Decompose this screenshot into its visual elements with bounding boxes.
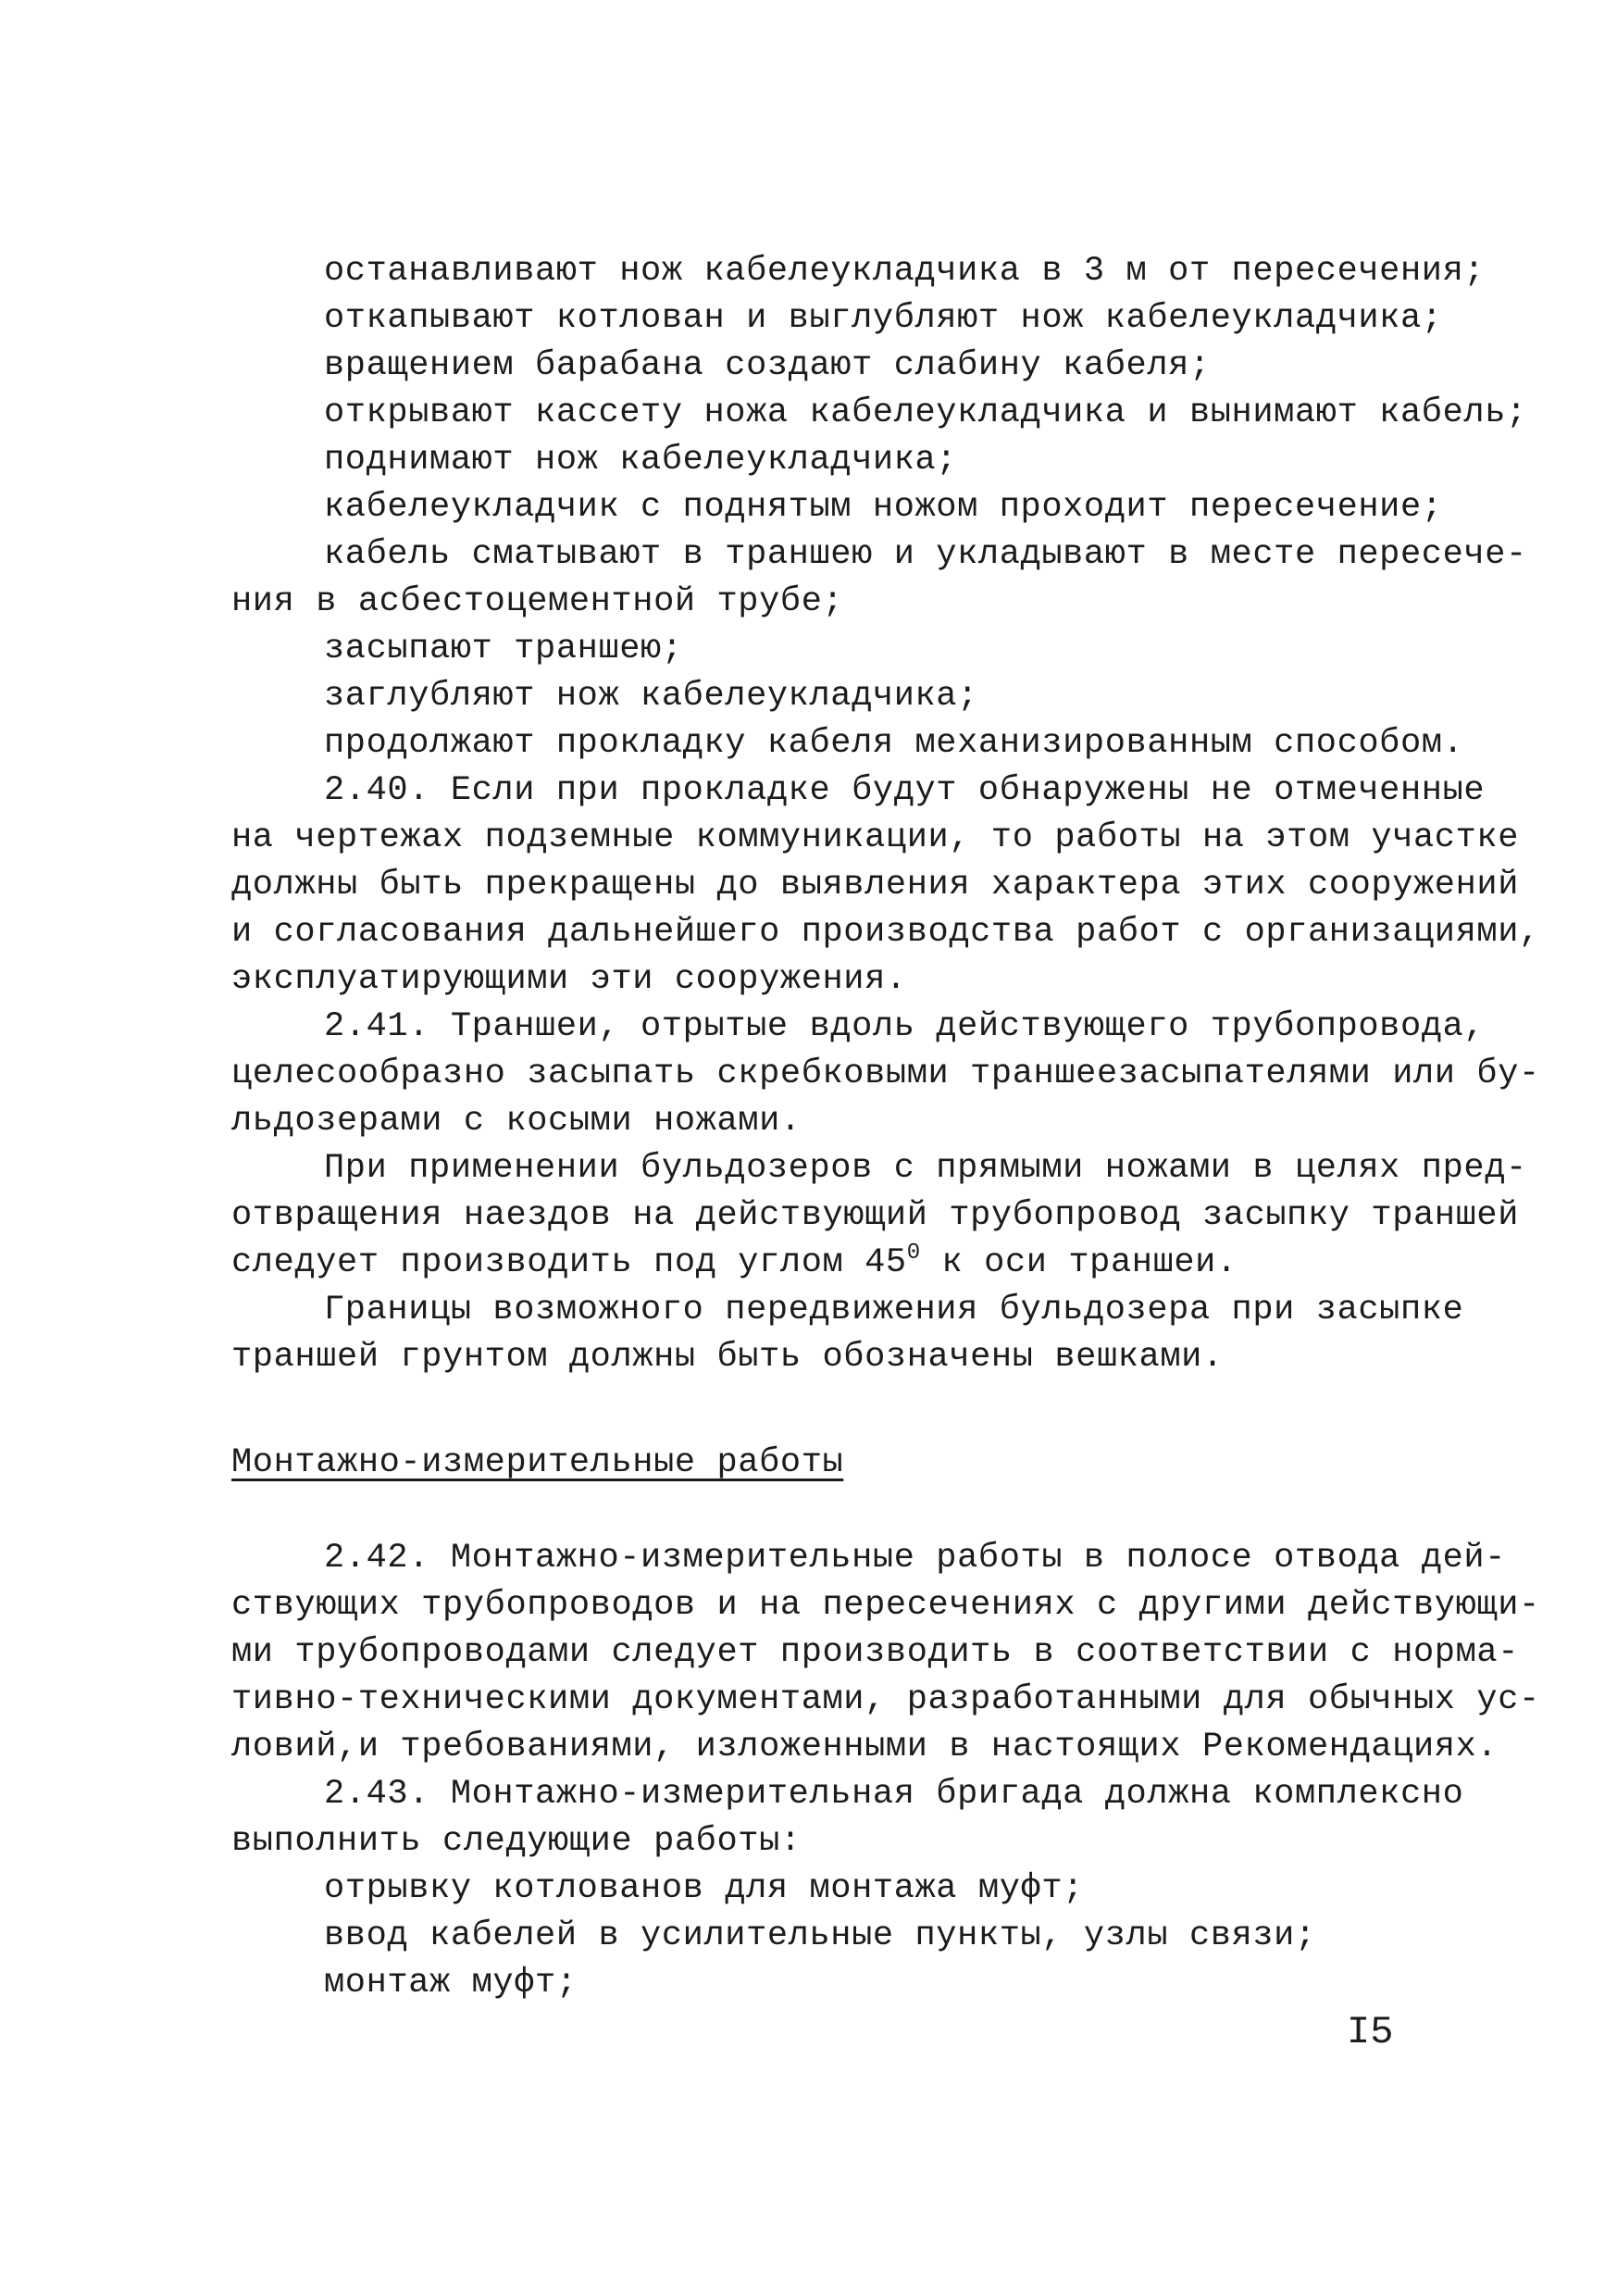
text-line: ми трубопроводами следует производить в соответствии с норма- — [231, 1633, 1520, 1672]
text-line: При применении бульдозеров с прямыми ножами в целях пред- — [324, 1149, 1527, 1188]
text-line: отвращения наездов на действующий трубопровод засыпку траншей — [231, 1196, 1520, 1235]
text-line: заглубляют нож кабелеукладчика; — [324, 677, 978, 716]
text-line: откапывают котлован и выглубляют нож кабелеукладчика; — [324, 299, 1443, 338]
section-installation-measurement — [231, 1535, 1540, 2007]
text-line: траншей грунтом должны быть обозначены вешками. — [231, 1338, 1224, 1377]
text-line: и согласования дальнейшего производства работ с организациями, — [231, 913, 1540, 952]
text-line: эксплуатирующими эти сооружения. — [231, 960, 907, 999]
text-line: продолжают прокладку кабеля механизированным способом. — [324, 724, 1464, 763]
text-line: кабелеукладчик с поднятым ножом проходит пересечение; — [324, 488, 1443, 527]
text-line: кабель сматывают в траншею и укладывают в месте пересече- — [324, 535, 1527, 574]
paragraph-2-41-start: 2.41. Траншеи, отрытые вдоль действующего трубопровода, — [324, 1007, 1486, 1046]
text-line: ствующих трубопроводов и на пересечениях с другими действующи- — [231, 1586, 1540, 1625]
text-line: льдозерами с косыми ножами. — [231, 1102, 802, 1141]
paragraph-2-42-start: 2.42. Монтажно-измерительные работы в полосе отвода дей- — [324, 1539, 1507, 1578]
text-line: поднимают нож кабелеукладчика; — [324, 441, 958, 480]
text-line: на чертежах подземные коммуникации, то работы на этом участке — [231, 818, 1520, 857]
text-line: останавливают нож кабелеукладчика в 3 м от пересечения; — [324, 252, 1486, 291]
text-line: засыпают траншею; — [324, 630, 683, 668]
text-line: должны быть прекращены до выявления характера этих сооружений — [231, 866, 1520, 905]
paragraph-2-40-start: 2.40. Если при прокладке будут обнаружены не отмеченные — [324, 771, 1486, 810]
text-line: выполнить следующие работы: — [231, 1822, 802, 1861]
section-trench-crossing — [231, 248, 1540, 1381]
text-line-angle-head: следует производить под углом 45 — [231, 1243, 907, 1282]
text-line-angle — [231, 1240, 1407, 1287]
text-line-angle-tail: к оси траншеи. — [920, 1243, 1238, 1282]
text-line: тивно-техническими документами, разработанными для обычных ус- — [231, 1680, 1540, 1719]
list-item: отрывку котлованов для монтажа муфт; — [324, 1869, 1084, 1908]
page-number: I5 — [1347, 2010, 1394, 2054]
list-item: монтаж муфт; — [324, 1964, 578, 2003]
text-line: Границы возможного передвижения бульдозера при засыпке — [324, 1291, 1464, 1329]
degree-superscript: 0 — [906, 1241, 921, 1266]
text-line: ловий,и требованиями, изложенными в настоящих Рекомендациях. — [231, 1728, 1499, 1766]
list-item: ввод кабелей в усилительные пункты, узлы связи; — [324, 1916, 1316, 1955]
section-heading: Монтажно-измерительные работы — [231, 1443, 844, 1482]
text-line: целесообразно засыпать скребковыми траншеезасыпателями или бу- — [231, 1054, 1540, 1093]
text-line: вращением барабана создают слабину кабеля; — [324, 346, 1211, 385]
paragraph-2-43-start: 2.43. Монтажно-измерительная бригада должна комплексно — [324, 1775, 1464, 1814]
text-line: открывают кассету ножа кабелеукладчика и вынимают кабель; — [324, 393, 1527, 432]
text-line: ния в асбестоцементной трубе; — [231, 582, 844, 621]
